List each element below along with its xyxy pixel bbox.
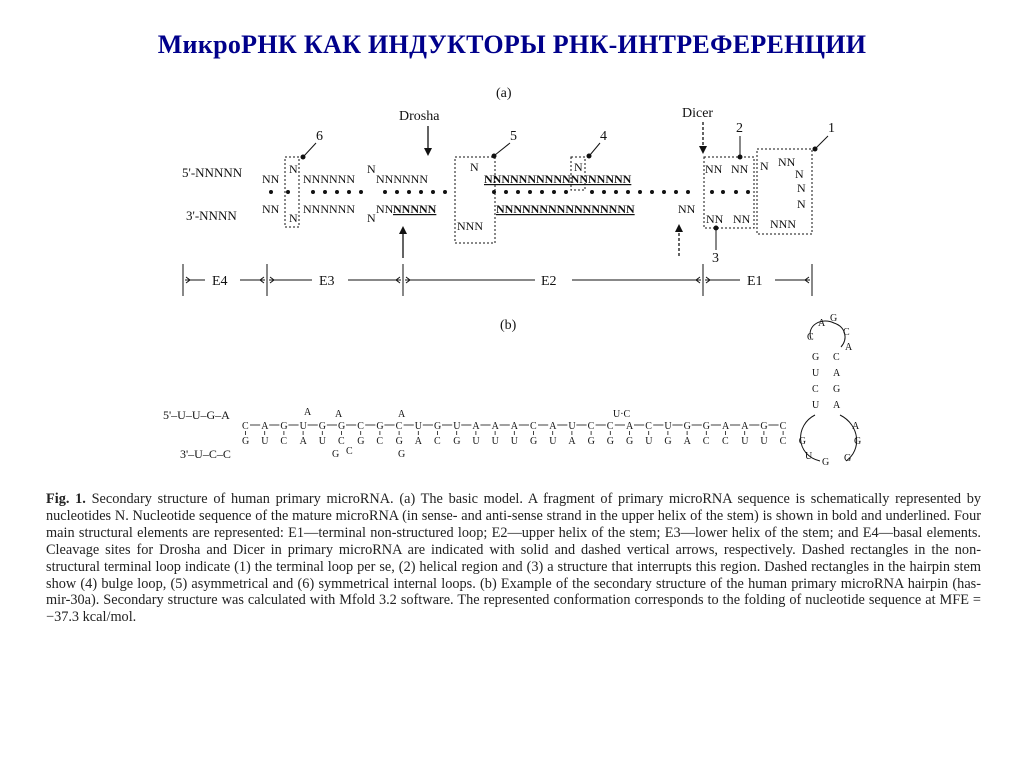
marker-3: 3 — [712, 251, 719, 266]
bottom-nucleotide: G — [242, 436, 250, 447]
loop-bottom: NNN — [770, 217, 796, 231]
bottom-nucleotide: U — [549, 436, 557, 447]
marker-5-leader — [495, 143, 510, 155]
dicer-arrowhead-bottom — [675, 224, 683, 232]
top-strand-loop5: N — [470, 160, 479, 174]
stem-c4: C — [812, 384, 819, 395]
marker-6-leader — [304, 143, 316, 156]
stem-g2: G — [812, 352, 820, 363]
stem-c: C — [843, 327, 850, 338]
stem-a3: A — [833, 368, 841, 379]
loop-g3: G — [822, 457, 830, 468]
marker-1-leader — [816, 136, 828, 148]
marker-4: 4 — [600, 129, 607, 144]
stem-a2: A — [845, 342, 853, 353]
bottom-nucleotide: U — [760, 436, 768, 447]
top-nucleotide: A — [722, 421, 730, 432]
top-nucleotide: A — [741, 421, 749, 432]
top-nucleotide: G — [760, 421, 768, 432]
top-nucleotide: C — [242, 421, 249, 432]
panel-a-label: (a) — [496, 86, 512, 101]
top-strand-e3: NNNNNN — [303, 172, 355, 186]
bottom-nucleotide: U — [318, 436, 327, 447]
bottom-strand-e3b: NN — [376, 202, 394, 216]
top-nucleotide: C — [530, 421, 537, 432]
drosha-label: Drosha — [399, 109, 440, 124]
bottom-nucleotide: C — [722, 436, 729, 447]
figure-panel-a — [0, 0, 1024, 310]
bottom-strand-lower-helix: NN — [262, 202, 280, 216]
top-nucleotide: G — [280, 421, 288, 432]
top-strand-bulge4: N — [574, 160, 583, 174]
bulge-c-bottom: C — [346, 446, 353, 457]
top-strand-e1: NN — [731, 162, 749, 176]
bottom-nucleotide: G — [606, 436, 615, 447]
bottom-strand-e1b: NN — [733, 212, 751, 226]
element-e3: E3 — [319, 274, 335, 289]
bottom-nucleotide: C — [702, 436, 710, 447]
top-nucleotide: A — [510, 421, 519, 432]
element-e4: E4 — [212, 274, 228, 289]
strand-5-prefix: 5'-NNNNN — [182, 165, 243, 180]
loop-u: U — [805, 451, 813, 462]
top-strand-n: N — [367, 162, 376, 176]
bottom-strand-e3: NNNNNN — [303, 202, 355, 216]
top-nucleotide: A — [491, 421, 499, 432]
bulge-a-3: A — [398, 409, 406, 420]
drosha-arrowhead-bottom — [399, 226, 407, 234]
bottom-strand-e2-tail: NN — [678, 202, 696, 216]
stem-a4: A — [833, 400, 841, 411]
marker-1: 1 — [828, 121, 835, 136]
figure-panel-b — [0, 305, 1024, 475]
element-scale — [183, 264, 812, 296]
marker-6-dot — [301, 155, 306, 160]
bottom-nucleotide: G — [453, 436, 461, 447]
bottom-nucleotide: A — [414, 436, 423, 447]
marker-5: 5 — [510, 129, 517, 144]
stem-c3: C — [833, 352, 840, 363]
bottom-nucleotide: G — [664, 436, 672, 447]
dicer-label: Dicer — [682, 106, 714, 121]
top-nucleotide: A — [472, 421, 480, 432]
figure-label: Fig. 1. — [46, 491, 86, 507]
loop-g: G — [854, 436, 862, 447]
loop-top: NN — [778, 155, 796, 169]
top-nucleotide: G — [702, 421, 711, 432]
bottom-nucleotide: U — [472, 436, 480, 447]
bottom-strand-e1: NN — [706, 212, 724, 226]
loop-right-4: N — [795, 167, 804, 181]
bottom-nucleotide: C — [376, 436, 384, 447]
bottom-strand-nucleotides — [242, 436, 806, 447]
top-nucleotide: A — [549, 421, 557, 432]
top-strand-e3b: NNNNNN — [376, 172, 428, 186]
stem-a: A — [818, 318, 826, 329]
upper-helix-top: NNNNNNNNNNNNNNNNN — [484, 172, 632, 186]
loop-right-3: N — [797, 181, 806, 195]
top-nucleotide: G — [338, 421, 346, 432]
top-nucleotide: A — [261, 421, 269, 432]
slide-title: МикроРНК КАК ИНДУКТОРЫ РНК-ИНТРЕФЕРЕНЦИИ — [157, 30, 867, 59]
bottom-nucleotide: C — [280, 436, 288, 447]
top-nucleotide: G — [434, 421, 442, 432]
stem-g: G — [830, 313, 838, 324]
top-nucleotide: C — [587, 421, 595, 432]
marker-4-dot — [587, 154, 592, 159]
bottom-nucleotide: C — [434, 436, 441, 447]
bottom-nucleotide: A — [568, 436, 576, 447]
strand-3-label: 3'–U–C–C — [180, 447, 231, 461]
figure-caption — [46, 491, 981, 626]
top-nucleotide: A — [626, 421, 634, 432]
bottom-nucleotide: G — [626, 436, 634, 447]
bottom-nucleotide: U — [510, 436, 519, 447]
marker-6: 6 — [316, 129, 323, 144]
bulge-g-bottom-2: G — [398, 449, 406, 460]
element-e1: E1 — [747, 274, 763, 289]
top-nucleotide: U — [453, 421, 461, 432]
top-strand-loop6: N — [289, 162, 298, 176]
bottom-nucleotide: C — [779, 436, 787, 447]
top-nucleotide: G — [318, 421, 327, 432]
top-nucleotide: C — [606, 421, 614, 432]
top-strand-nucleotides — [242, 421, 787, 432]
caption-text: Secondary structure of human primary microRNA. (a) The basic model. A fragment of primary microRNA sequence is schematically represented by nucleotides N. Nucleotide sequence of the mature microRNA (in sense- and anti-sense strand in the upper helix of the stem) is shown in bold and underlined. Four main structural elements are represented: E1—terminal non-structured loop; E2—upper helix of the stem; E3—lower helix of the stem; and E4—basal elements. Cleavage sites for Drosha and Dicer in primary microRNA are indicated with solid and dashed vertical arrows, respectively. Dashed rectangles in the non-structural terminal loop indicate (1) the terminal loop per se, (2) helical region and (3) a structure that interrupts this region. Dashed rectangles in the hairpin stem show (4) bulge loop, (5) asymmetrical and (6) symmetrical internal loops. (b) Example of the secondary structure of the human primary microRNA hairpin (has-mir-30a). Secondary structure was calculated with Mfold 3.2 software. The represented conformation corresponds to the folding of nucleotide sequence at MFE = −37.3 kcal/mol. — [46, 491, 981, 626]
loop-a: A — [852, 421, 860, 432]
top-strand-e2-tail: NN — [705, 162, 723, 176]
top-nucleotide: C — [395, 421, 403, 432]
bottom-strand-loop6: N — [289, 211, 298, 225]
stem-g3: G — [833, 384, 841, 395]
marker-5-dot — [492, 154, 497, 159]
bottom-strand-n: N — [367, 211, 376, 225]
bulge-a-2: A — [335, 409, 343, 420]
top-nucleotide: U — [299, 421, 307, 432]
marker-1-dot — [813, 147, 818, 152]
loop-right-1: N — [760, 159, 769, 173]
marker-4-leader — [590, 143, 600, 155]
stem-c2: C — [807, 332, 814, 343]
bottom-strand-bold-left: NNNNN — [393, 202, 437, 216]
top-nucleotide: C — [779, 421, 787, 432]
loop-right-2: N — [797, 197, 806, 211]
bulge-g-bottom: G — [332, 449, 340, 460]
bulge-u-c: U·C — [613, 409, 631, 420]
bottom-nucleotide: U — [491, 436, 499, 447]
pairing-dots — [269, 190, 750, 194]
bottom-nucleotide: G — [587, 436, 595, 447]
top-nucleotide: U — [568, 421, 576, 432]
top-nucleotide: C — [357, 421, 364, 432]
stem-u: U — [812, 368, 820, 379]
stem-u2: U — [812, 400, 820, 411]
bottom-nucleotide: A — [299, 436, 307, 447]
element-e2: E2 — [541, 274, 557, 289]
bottom-nucleotide: U — [741, 436, 749, 447]
bottom-nucleotide: U — [261, 436, 269, 447]
bottom-strand-loop5: NNN — [457, 219, 483, 233]
top-nucleotide: G — [376, 421, 384, 432]
bottom-nucleotide: U — [645, 436, 653, 447]
bottom-nucleotide: C — [338, 436, 345, 447]
bottom-nucleotide: G — [395, 436, 403, 447]
panel-b-label: (b) — [500, 318, 517, 333]
bottom-nucleotide: G — [530, 436, 538, 447]
drosha-arrowhead-top — [424, 148, 432, 156]
marker-2: 2 — [736, 121, 743, 136]
top-nucleotide: G — [683, 421, 691, 432]
bottom-nucleotide: A — [683, 436, 691, 447]
top-nucleotide: C — [645, 421, 652, 432]
strand-3-prefix: 3'-NNNN — [186, 208, 237, 223]
top-strand-lower-helix: NN — [262, 172, 280, 186]
bottom-nucleotide: G — [357, 436, 365, 447]
strand-5-label: 5'–U–U–G–A — [163, 408, 230, 422]
top-nucleotide: U — [414, 421, 423, 432]
loop-g2: G — [844, 453, 852, 464]
dicer-arrowhead-top — [699, 146, 707, 154]
top-nucleotide: U — [664, 421, 672, 432]
upper-helix-bottom: NNNNNNNNNNNNNNNN — [496, 202, 635, 216]
hairpin-cap — [810, 321, 845, 347]
bottom-nucleotide: G — [798, 436, 807, 447]
bulge-a-1: A — [304, 407, 312, 418]
